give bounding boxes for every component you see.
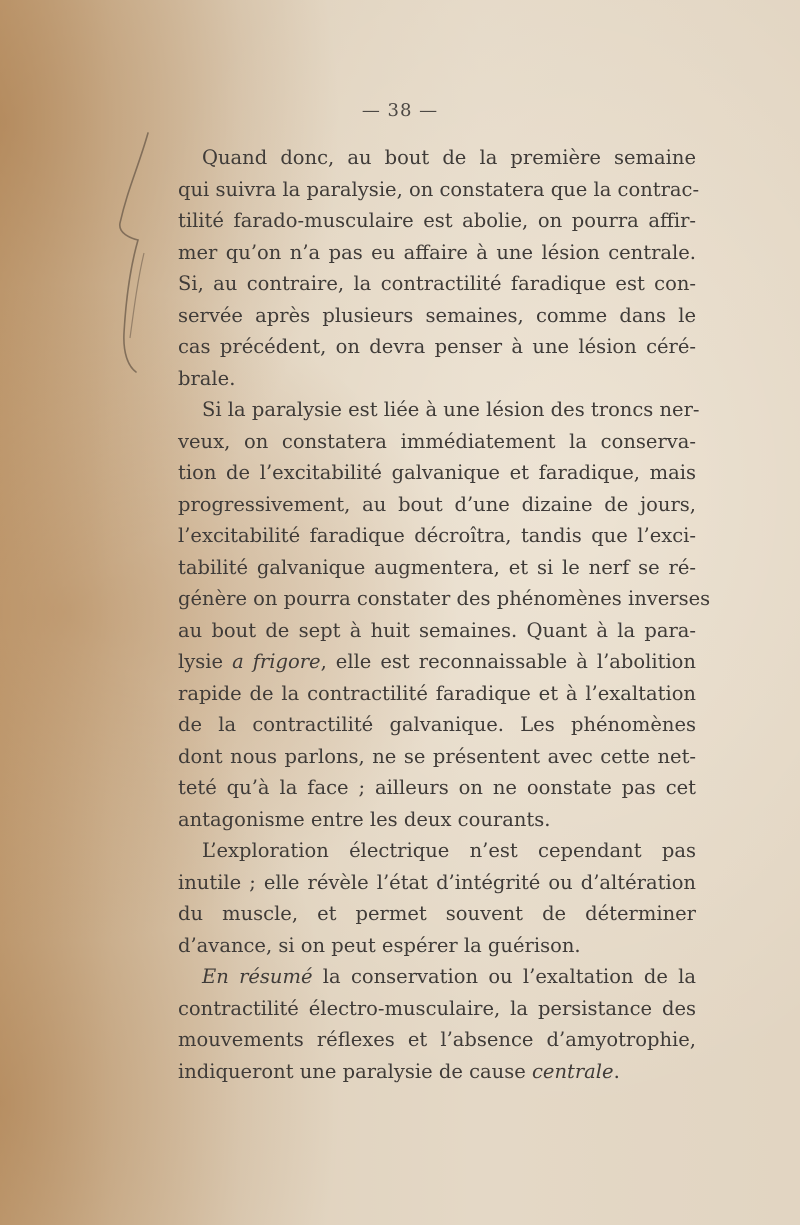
- text-line: rapide de la contractilité faradique et à l’exaltation: [178, 681, 696, 705]
- text-line: de la contractilité galvanique. Les phénomènes: [178, 713, 696, 736]
- italic-text: a frigore: [232, 650, 321, 673]
- margin-pencil-mark: [108, 128, 158, 378]
- text-line: [178, 646, 696, 678]
- text-line: [178, 961, 696, 993]
- text-line: l’excitabilité faradique décroîtra, tandis que l’exci-: [178, 524, 696, 547]
- text-line: mer qu’on n’a pas eu affaire à une lésion centrale.: [178, 240, 696, 264]
- text-span: .: [613, 1059, 620, 1083]
- text-line: contractilité électro-musculaire, la persistance des: [178, 996, 696, 1020]
- text-line: Si la paralysie est liée à une lésion des troncs ner-: [202, 398, 700, 421]
- text-line: Si, au contraire, la contractilité faradique est con-: [178, 272, 696, 295]
- paragraph-3: [178, 835, 696, 961]
- italic-text: En résumé: [202, 965, 313, 988]
- text-line: veux, on constatera immédiatement la conserva-: [178, 429, 696, 453]
- text-line: d’avance, si on peut espérer la guérison.: [178, 933, 581, 957]
- text-line: [178, 1056, 696, 1088]
- text-line: L’exploration électrique n’est cependant pas: [202, 839, 696, 862]
- text-line: inutile ; elle révèle l’état d’intégrité ou d’altération: [178, 870, 696, 894]
- body-text: [178, 142, 711, 1087]
- paragraph-4: [178, 961, 696, 1087]
- text-span: indiqueront une paralysie de cause: [178, 1059, 532, 1083]
- text-line: génère on pourra constater des phénomènes inverses: [178, 587, 711, 610]
- italic-text: centrale: [531, 1059, 614, 1083]
- paragraph-1: [178, 142, 700, 394]
- text-line: tion de l’excitabilité galvanique et faradique, mais: [178, 461, 696, 484]
- text-span: la conservation ou l’exaltation de la: [312, 965, 696, 988]
- text-line: Quand donc, au bout de la première semaine: [202, 146, 696, 169]
- text-line: teté qu’à la face ; ailleurs on ne oonstate pas cet: [178, 776, 696, 799]
- text-line: mouvements réflexes et l’absence d’amyotrophie,: [178, 1028, 696, 1051]
- text-span: , elle est reconnaissable à l’abolition: [320, 650, 696, 673]
- text-line: servée après plusieurs semaines, comme dans le: [178, 303, 696, 327]
- paragraph-2: [178, 394, 711, 835]
- text-line: brale.: [178, 366, 236, 390]
- text-span: lysie: [178, 650, 233, 673]
- text-line: tilité farado-musculaire est abolie, on pourra affir-: [178, 209, 696, 232]
- page-number: — 38 —: [361, 100, 439, 121]
- text-line: progressivement, au bout d’une dizaine de jours,: [178, 492, 696, 516]
- text-line: du muscle, et permet souvent de déterminer: [178, 902, 696, 925]
- text-line: au bout de sept à huit semaines. Quant à la para-: [178, 618, 696, 642]
- text-line: dont nous parlons, ne se présentent avec cette net-: [178, 744, 696, 768]
- text-line: tabilité galvanique augmentera, et si le nerf se ré-: [178, 555, 696, 579]
- text-line: antagonisme entre les deux courants.: [178, 807, 551, 831]
- text-line: qui suivra la paralysie, on constatera que la contrac-: [178, 177, 700, 201]
- text-line: cas précédent, on devra penser à une lésion céré-: [178, 335, 696, 358]
